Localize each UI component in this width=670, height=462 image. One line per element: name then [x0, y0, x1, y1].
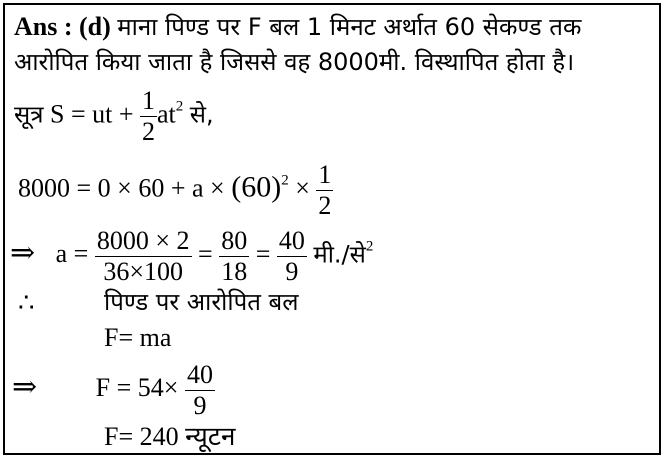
step1-frac-num: 1: [318, 160, 332, 189]
step2-eq2: =: [255, 239, 271, 269]
answer-line-1: [14, 14, 581, 40]
formula-term: at: [157, 99, 176, 129]
step1-fraction: [316, 160, 333, 221]
step3-arrow: ⇒: [12, 370, 38, 404]
formula-line: [14, 86, 214, 147]
step2-fraction-1: [95, 226, 192, 287]
answer-text-line-1: माना पिण्ड पर F बल 1 मिनट अर्थात 60 सेकण्ड तक: [117, 13, 582, 41]
step2-f1-den: 36×100: [103, 256, 184, 286]
step2-f3-den: 9: [285, 256, 299, 286]
formula-exp: 2: [175, 98, 184, 115]
step2-f2-num: 80: [221, 226, 248, 255]
step3-frac-den: 9: [193, 390, 207, 420]
step1-line: [18, 160, 333, 221]
therefore-text: पिण्ड पर आरोपित बल: [104, 288, 299, 316]
formula-lhs: S = ut +: [49, 99, 134, 129]
step2-eq1: =: [198, 239, 213, 269]
step2-f1-num: 8000 × 2: [96, 226, 190, 255]
formula-frac-num: 1: [142, 86, 155, 115]
formula-fraction: [140, 86, 157, 147]
step1-paren: (60): [231, 170, 282, 204]
step3-fraction: [185, 360, 215, 421]
step2-unit-exp: 2: [365, 238, 374, 255]
step2-line: [10, 226, 373, 287]
step3-frac-num: 40: [186, 360, 213, 389]
formula-suffix: से,: [189, 100, 214, 129]
step1-times: ×: [295, 173, 310, 203]
formula-frac-den: 2: [142, 116, 155, 146]
step2-lhs: a =: [55, 239, 89, 269]
answer-label: Ans : (d): [14, 12, 111, 41]
step2-unit: मी./से: [313, 240, 366, 269]
result-line: F= 240 न्यूटन: [104, 422, 236, 451]
force-equation: F= ma: [104, 323, 172, 352]
step1-lhs: 8000 = 0 × 60 + a ×: [18, 173, 225, 203]
therefore-symbol: ∴: [18, 288, 35, 317]
step2-fraction-2: [219, 226, 249, 287]
step2-f3-num: 40: [278, 226, 305, 255]
step2-fraction-3: [277, 226, 307, 287]
step2-f2-den: 18: [221, 256, 248, 286]
answer-text-line-2: आरोपित किया जाता है जिससे वह 8000मी. विस्थापित होता है।: [14, 48, 575, 76]
formula-prefix: सूत्र: [14, 100, 44, 129]
step3-line: [12, 360, 215, 421]
step2-arrow: ⇒: [10, 236, 36, 270]
step3-lhs: F = 54×: [95, 373, 179, 403]
step1-frac-den: 2: [318, 190, 332, 220]
step1-exp: 2: [281, 172, 289, 189]
